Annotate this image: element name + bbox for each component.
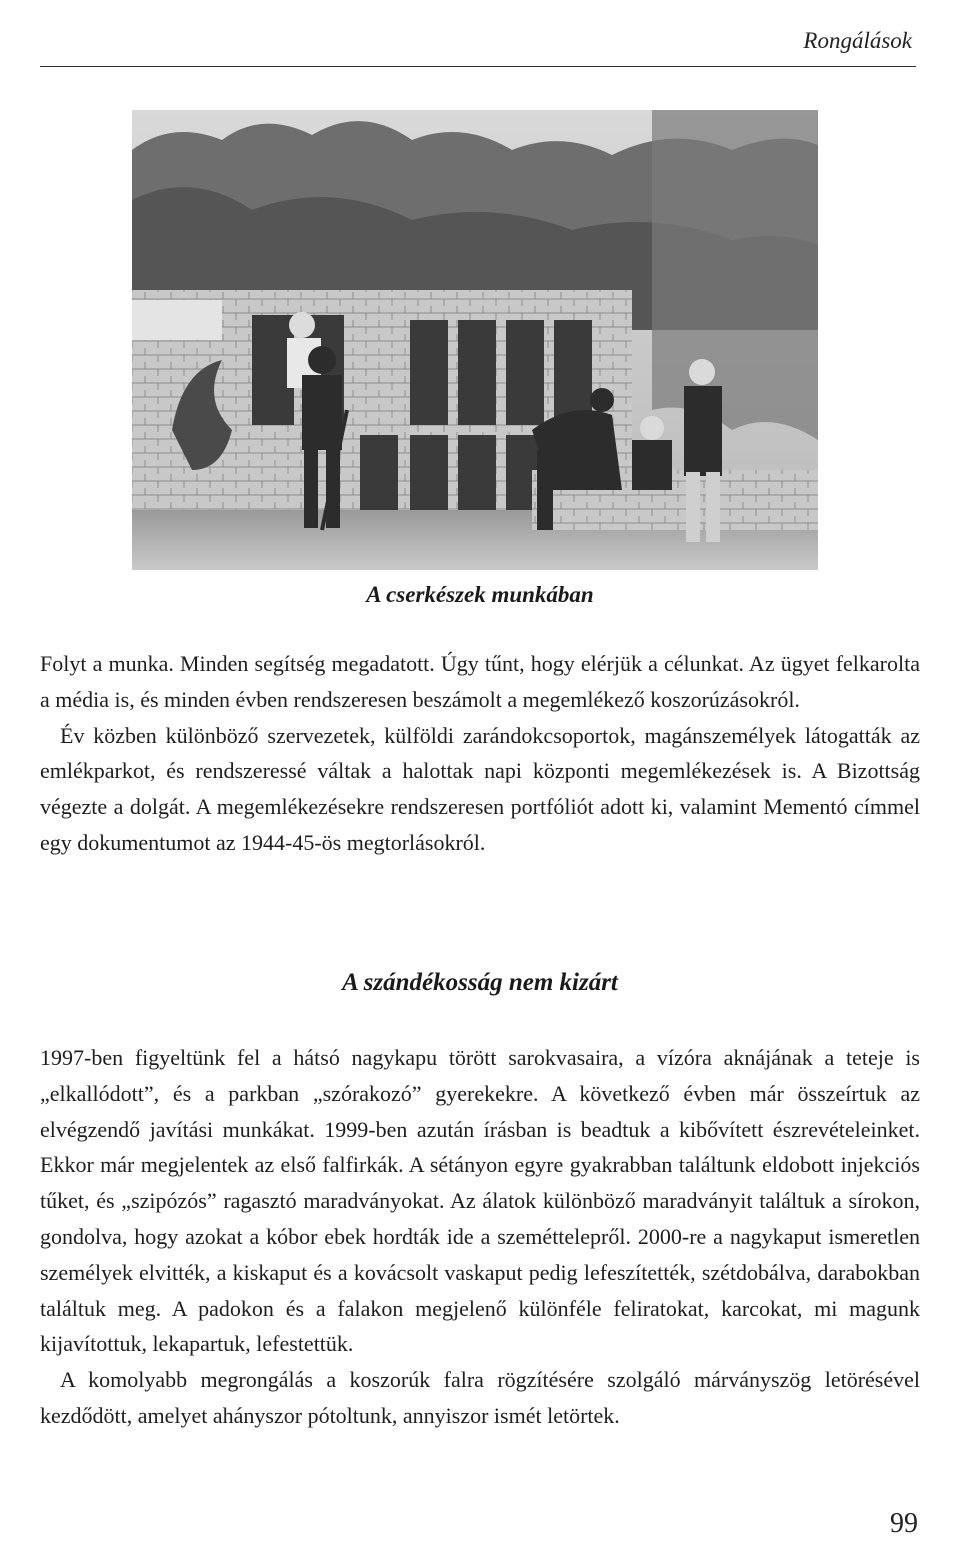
paragraph: Folyt a munka. Minden segítség megadatott. Úgy tűnt, hogy elérjük a célunkat. Az ügyet felkarolta a média is, és minden évben rendszeresen beszámolt a megemlékező koszorúzásokról.	[40, 651, 920, 712]
running-head: Rongálások	[803, 28, 912, 53]
photo-caption: A cserkészek munkában	[366, 582, 594, 607]
paragraph: 1997-ben figyeltünk fel a hátsó nagykapu törött sarokvasaira, a vízóra aknájának a teteje is „elkallódott”, és a parkban „szórakozó” gyerekekre. A következő évben már összeírtuk az elvégzendő javítási munkákat. 1999-ben azután írásban is beadtuk a kibővített észrevételeinket. Ekkor már megjelentek az első falfirkák. A sétányon egyre gyakrabban találtunk eldobott injekciós tűket, és „szipózós” ragasztó maradványokat. Az álatok különböző maradványit találtuk a sírokon, gondolva, hogy azokat a kóbor ebek hordták ide a szeméttelepről. 2000-re a nagykaput ismeretlen személyek elvitték, a kiskaput és a kovácsolt vaskaput pedig lefeszítették, szétdobálva, darabokban találtuk meg. A padokon és a falakon megjelenő különféle feliratokat, karcokat, mi magunk kijavítottuk, lekapartuk, lefestettük.	[40, 1045, 920, 1357]
paragraph: A komolyabb megrongálás a koszorúk falra rögzítésére szolgáló márványszög letörésével kezdődött, amelyet ahányszor pótoltunk, annyiszor ismét letörtek.	[40, 1367, 920, 1428]
header-rule	[40, 66, 916, 67]
section-heading: A szándékosság nem kizárt	[342, 969, 618, 996]
page-number: 99	[890, 1508, 918, 1539]
photograph	[132, 110, 818, 570]
photograph-scouts-working-icon	[132, 110, 818, 570]
paragraph: Év közben különböző szervezetek, külföldi zarándokcsoportok, magánszemélyek látogatták az emlékparkot, és rendszeressé váltak a halottak napi központi megemlékezések is. A Bizottság végezte a dolgát. A megemlékezésekre rendszeresen portfóliót adott ki, valamint Mementó címmel egy dokumentumot az 1944-45-ös megtorlásokról.	[40, 722, 920, 855]
section1-body	[40, 646, 920, 861]
section2-body	[40, 1040, 920, 1434]
